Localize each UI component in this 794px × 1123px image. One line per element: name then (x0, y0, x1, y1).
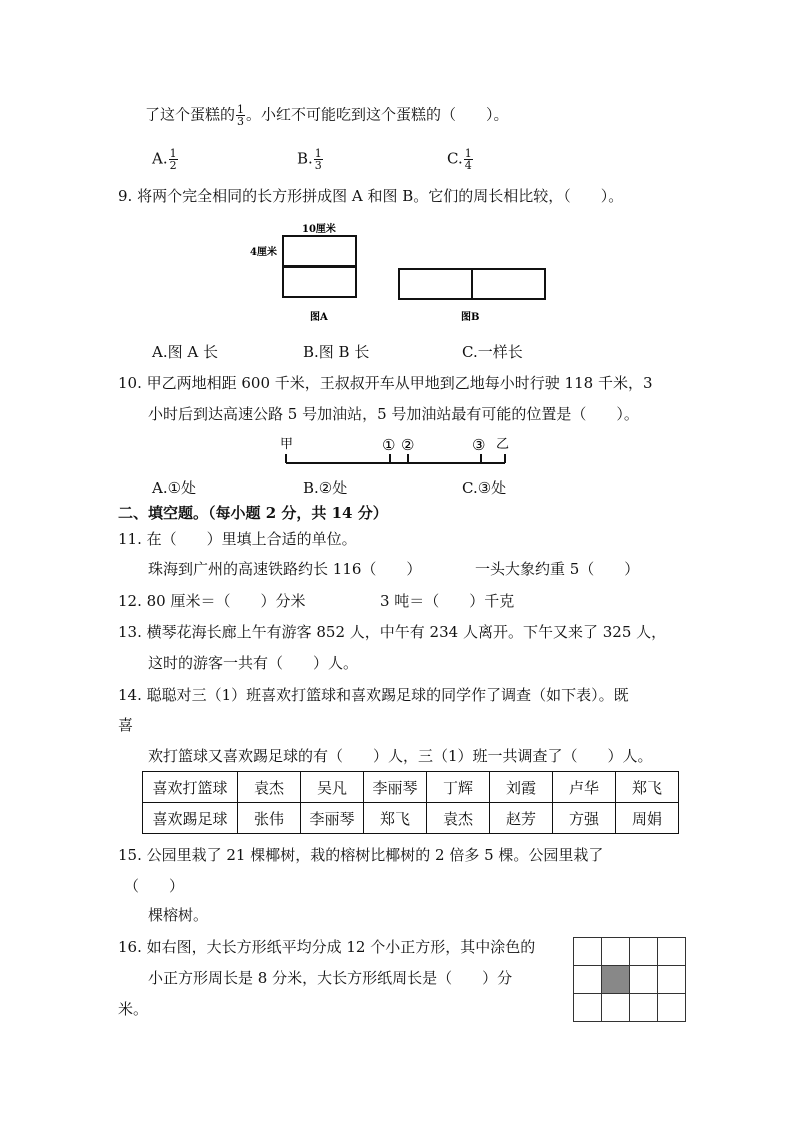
grid-cell (602, 994, 630, 1022)
q14-stem-line2: 喜 (118, 716, 134, 734)
q8-option-b[interactable]: B. $\frac{1}{3}$ (297, 147, 322, 172)
q16-stem-line2: 小正方形周长是 8 分米，大长方形纸周长是（ ）分 (148, 969, 513, 987)
fig-b-caption: 图B (461, 312, 480, 323)
q13-stem-line2: 这时的游客一共有（ ）人。 (148, 654, 359, 672)
grid-cell (602, 938, 630, 966)
q16-stem-line3: 米。 (118, 1000, 149, 1018)
table-cell: 张伟 (238, 803, 301, 834)
q9-width-label: 10厘米 (302, 224, 336, 235)
table-cell: 喜欢踢足球 (143, 803, 238, 834)
q8-stem-line: 了这个蛋糕的 $\frac{1}{3}$ 。小红不可能吃到这个蛋糕的（ ）。 (145, 103, 509, 128)
table-cell: 丁辉 (427, 772, 490, 803)
q10-mark-3: ③ (472, 436, 486, 454)
q14-stem-line1: 14. 聪聪对三（1）班喜欢打篮球和喜欢踢足球的同学作了调查（如下表）。既 (118, 686, 629, 704)
fig-a-rect-top (283, 236, 356, 266)
q14-survey-table (142, 771, 679, 834)
section-2-title: 二、填空题。（每小题 2 分，共 14 分） (118, 504, 388, 522)
table-cell: 吴凡 (301, 772, 364, 803)
q10-start-label: 甲 (280, 437, 294, 452)
q15-stem-line3: 棵榕树。 (148, 906, 209, 924)
table-cell: 喜欢打篮球 (143, 772, 238, 803)
fig-b-rect-left (399, 269, 472, 299)
q12-part1: 12. 80 厘米＝（ ）分米 (118, 592, 306, 610)
q16-stem-line1: 16. 如右图，大长方形纸平均分成 12 个小正方形，其中涂色的 (118, 938, 536, 956)
table-cell: 李丽琴 (364, 772, 427, 803)
table-cell: 赵芳 (490, 803, 553, 834)
q10-mark-2: ② (401, 436, 415, 454)
grid-cell (574, 994, 602, 1022)
q9-stem: 9. 将两个完全相同的长方形拼成图 A 和图 B。它们的周长相比较，（ ）。 (118, 187, 624, 205)
table-row (143, 803, 679, 834)
q10-stem-line2: 小时后到达高速公路 5 号加油站，5 号加油站最有可能的位置是（ ）。 (148, 405, 639, 423)
q10-option-c[interactable]: C.③处 (462, 479, 507, 497)
table-cell: 郑飞 (616, 772, 679, 803)
q8-option-c[interactable]: C. $\frac{1}{4}$ (447, 147, 472, 172)
q8-stem-fraction: $\frac{1}{3}$ (237, 103, 245, 128)
grid-cell (658, 938, 686, 966)
q11-part1: 珠海到广州的高速铁路约长 116（ ） (148, 560, 422, 578)
grid-cell (630, 994, 658, 1022)
q10-end-label: 乙 (496, 437, 510, 452)
q10-option-a[interactable]: A.①处 (152, 479, 197, 497)
fig-a-caption: 图A (310, 312, 328, 323)
fig-b-rect-right (472, 269, 545, 299)
q11-stem: 11. 在（ ）里填上合适的单位。 (118, 530, 357, 548)
table-cell: 郑飞 (364, 803, 427, 834)
table-cell: 方强 (553, 803, 616, 834)
q9-height-label: 4厘米 (250, 247, 277, 258)
grid-cell (658, 994, 686, 1022)
q11-part2: 一头大象约重 5（ ） (475, 560, 640, 578)
q15-answer-blank[interactable]: （ ） (124, 877, 185, 895)
grid-cell (574, 966, 602, 994)
q9-figure (240, 218, 570, 328)
q10-stem-line1: 10. 甲乙两地相距 600 千米，王叔叔开车从甲地到乙地每小时行驶 118 千米，3 (118, 374, 653, 392)
table-cell: 刘霞 (490, 772, 553, 803)
table-cell: 周娟 (616, 803, 679, 834)
q15-stem-line1: 15. 公园里栽了 21 棵椰树，栽的榕树比椰树的 2 倍多 5 棵。公园里栽了 (118, 846, 604, 864)
grid-cell (658, 966, 686, 994)
table-cell: 卢华 (553, 772, 616, 803)
q16-grid-figure (573, 937, 686, 1022)
fig-a-rect-bottom (283, 267, 356, 297)
q10-mark-1: ① (382, 436, 396, 454)
grid-cell (574, 938, 602, 966)
shaded-square (602, 966, 630, 994)
q14-stem-line3: 欢打篮球又喜欢踢足球的有（ ）人，三（1）班一共调查了（ ）人。 (148, 747, 653, 765)
q9-option-c[interactable]: C.一样长 (462, 343, 523, 361)
q12-part2: 3 吨＝（ ）千克 (380, 592, 515, 610)
table-cell: 袁杰 (427, 803, 490, 834)
grid-cell (630, 938, 658, 966)
q10-option-b[interactable]: B.②处 (303, 479, 348, 497)
q8-option-a[interactable]: A. $\frac{1}{2}$ (152, 147, 177, 172)
table-row (143, 772, 679, 803)
q9-option-b[interactable]: B.图 B 长 (303, 343, 370, 361)
table-cell: 李丽琴 (301, 803, 364, 834)
q13-stem-line1: 13. 横琴花海长廊上午有游客 852 人，中午有 234 人离开。下午又来了 325 人， (118, 623, 667, 641)
q9-option-a[interactable]: A.图 A 长 (152, 343, 218, 361)
table-cell: 袁杰 (238, 772, 301, 803)
q10-number-line (278, 434, 518, 470)
grid-cell (630, 966, 658, 994)
